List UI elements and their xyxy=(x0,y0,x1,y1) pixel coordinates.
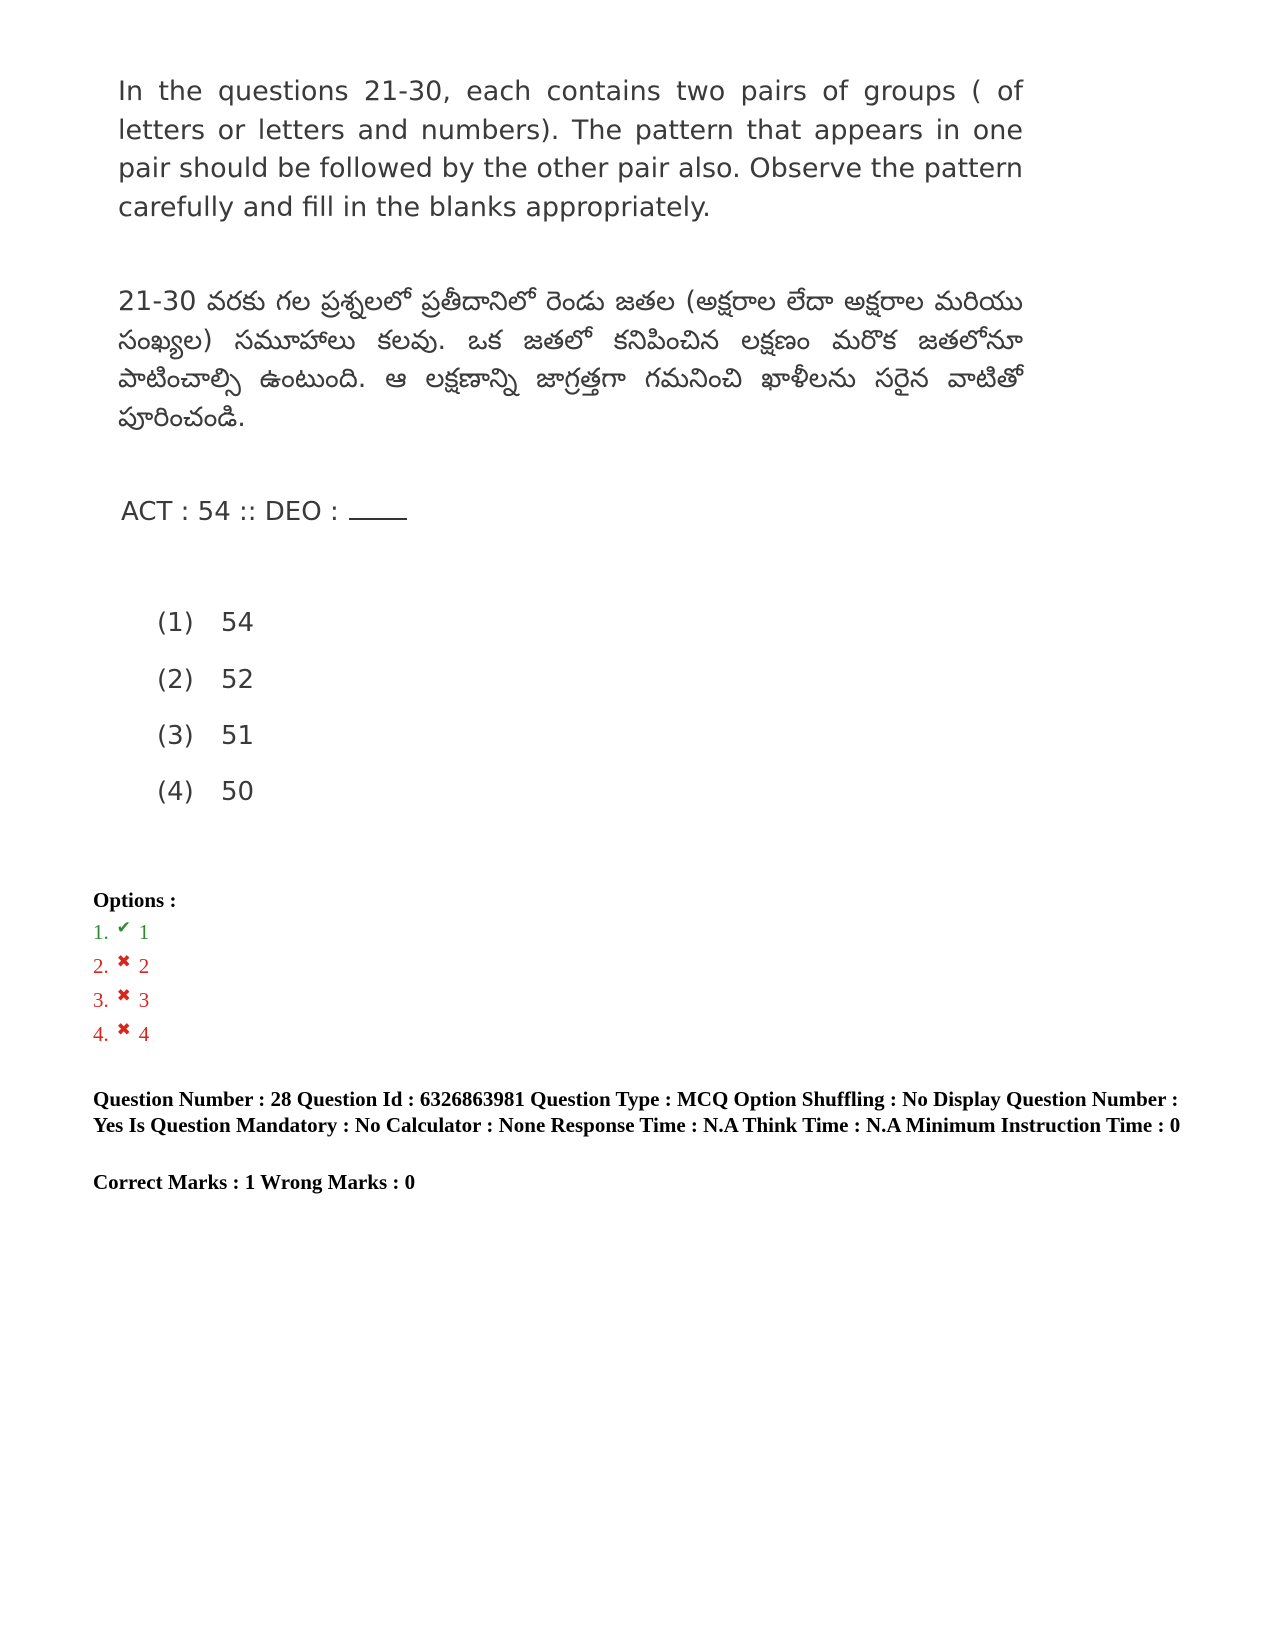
choice-value: 50 xyxy=(221,777,255,807)
option-index: 4. xyxy=(93,1022,109,1046)
cross-icon: ✖ xyxy=(116,952,131,971)
choice-number: (2) xyxy=(157,665,194,695)
question-instruction-english: In the questions 21-30, each contains two pairs of groups ( of letters or letters and numbers). The pattern that appears in one pair should be followed by the other pair also. Observe the pattern carefully and fill in the blanks appropriately. xyxy=(118,76,1023,223)
option-label: 1 xyxy=(138,920,150,944)
choice-value: 54 xyxy=(221,608,255,638)
question-instruction-telugu: 21-30 వరకు గల ప్రశ్నలలో ప్రతీదానిలో రెండు జతల (అక్షరాల లేదా అక్షరాల మరియు సంఖ్యల) సమూహాలు కలవు. ఒక జతలో కనిపించిన లక్షణం మరొక జతలోనూ పాటించాల్సి ఉంటుంది. ఆ లక్షణాన్ని జాగ్రత్తగా గమనించి ఖాళీలను సరైన వాటితో పూరించండి. xyxy=(118,286,1023,433)
check-icon: ✔ xyxy=(116,918,131,937)
choice-1 xyxy=(157,608,254,638)
choice-number: (4) xyxy=(157,777,194,807)
choice-2 xyxy=(157,665,254,695)
analogy-question xyxy=(121,496,407,527)
choice-number: (3) xyxy=(157,721,194,751)
cross-icon: ✖ xyxy=(116,986,131,1005)
cross-icon: ✖ xyxy=(116,1020,131,1039)
choice-3 xyxy=(157,721,254,751)
analogy-text: ACT : 54 :: DEO : xyxy=(121,497,339,527)
option-index: 1. xyxy=(93,920,109,944)
option-2 xyxy=(93,954,149,979)
choice-value: 52 xyxy=(221,665,255,695)
option-index: 2. xyxy=(93,954,109,978)
marks-info: Correct Marks : 1 Wrong Marks : 0 xyxy=(93,1170,416,1194)
options-heading: Options : xyxy=(93,888,177,912)
choice-value: 51 xyxy=(221,721,255,751)
choice-number: (1) xyxy=(157,608,194,638)
option-label: 2 xyxy=(138,954,150,978)
question-metadata: Question Number : 28 Question Id : 6326863981 Question Type : MCQ Option Shuffling : No Display Question Number : Yes Is Question Mandatory : No Calculator : None Response Time : N.A Think Time : N.A Minimum Instruction Time : 0 xyxy=(93,1087,1181,1137)
option-4 xyxy=(93,1022,149,1047)
option-3 xyxy=(93,988,149,1013)
option-1 xyxy=(93,920,149,945)
option-label: 4 xyxy=(138,1022,150,1046)
option-index: 3. xyxy=(93,988,109,1012)
choice-4 xyxy=(157,777,254,807)
option-label: 3 xyxy=(138,988,150,1012)
answer-blank xyxy=(349,496,407,520)
